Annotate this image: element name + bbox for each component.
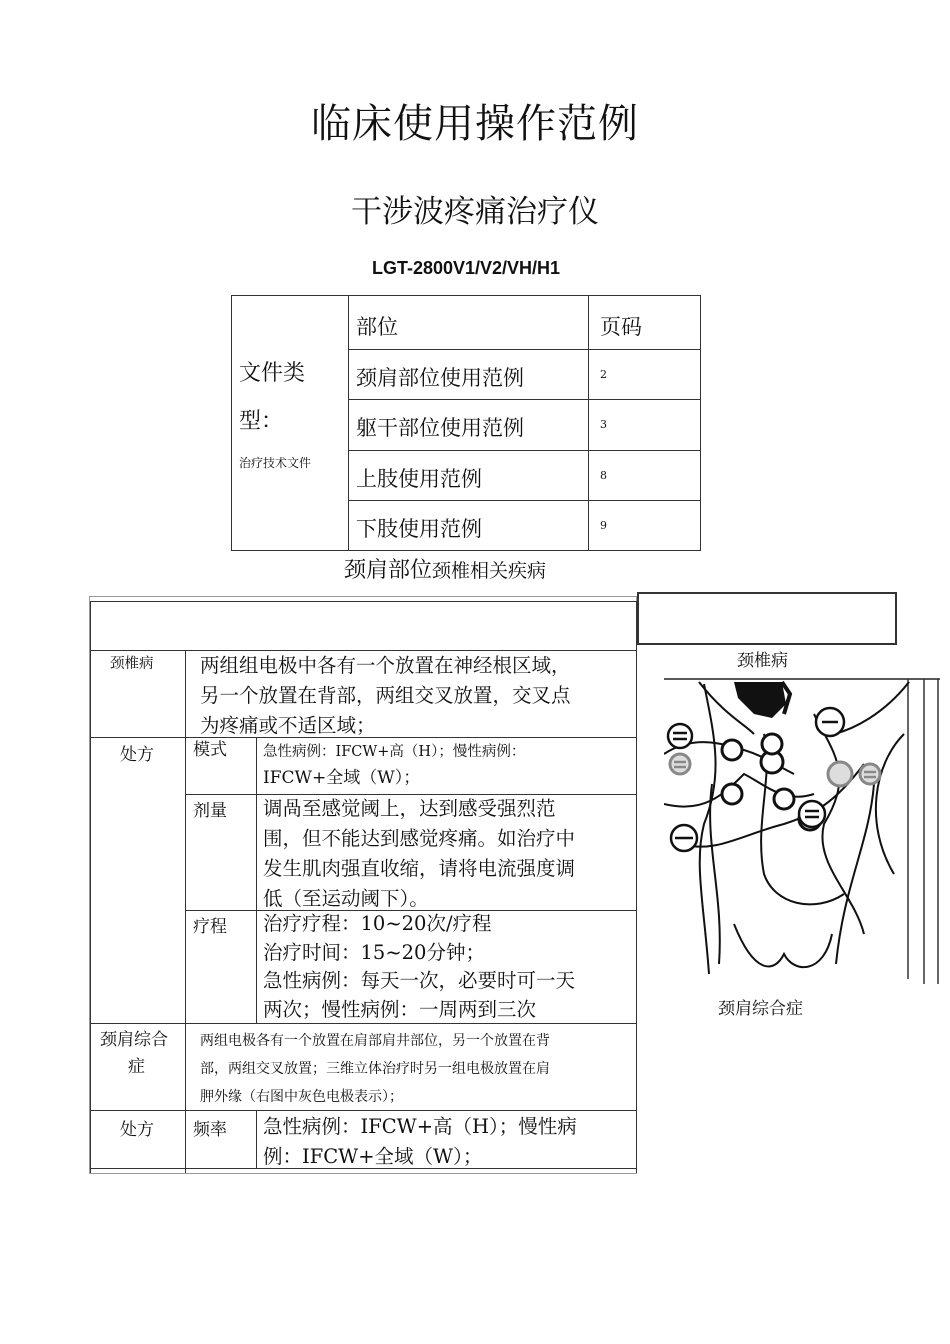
- condition-name: [100, 1027, 168, 1081]
- placement-line: 为疼痛或不适区域；: [200, 714, 376, 737]
- divider: [256, 1110, 257, 1169]
- dose-line: 低（至运动阈下）。: [263, 887, 429, 910]
- course-line: 治疗疗程：10~20次/疗程: [263, 912, 492, 935]
- doc-type-value: 治疗技术文件: [239, 456, 312, 470]
- divider: [348, 500, 700, 501]
- divider: [588, 296, 589, 550]
- mode-value: [263, 737, 525, 793]
- column-header: 页码: [600, 315, 642, 339]
- placement-line: 部，两组交叉放置；三维立体治疗时另一组电极放置在肩: [200, 1061, 550, 1077]
- course-line: 两次；慢性病例：一周两到三次: [263, 997, 537, 1021]
- index-table: [231, 295, 701, 551]
- page-subtitle: 干涉波疼痛治疗仪: [351, 194, 599, 230]
- placement-line: 胛外缘（右图中灰色电极表示）；: [200, 1089, 403, 1105]
- prescription-label: 处方: [120, 745, 154, 765]
- mode-label: 模式: [193, 740, 227, 760]
- dose-label: 剂量: [193, 801, 227, 821]
- electrode-placement-figure: [664, 674, 940, 986]
- divider: [348, 399, 700, 400]
- course-line: 急性病例：每天一次，必要时可一天: [263, 969, 576, 992]
- course-label: 疗程: [193, 917, 227, 937]
- divider: [348, 296, 349, 550]
- treatment-table: [89, 596, 637, 1174]
- placement-desc: [200, 651, 571, 741]
- section-title-sub: 颈椎相关疾病: [432, 560, 547, 582]
- doc-type-label: 型：: [239, 409, 284, 434]
- condition-name: 颈椎病: [110, 656, 154, 672]
- condition-name-line: 颈肩综合: [100, 1030, 168, 1050]
- divider: [348, 349, 700, 350]
- frequency-line: 例：IFCW+全域（W）；: [263, 1145, 483, 1168]
- placement-line: 两组电极各有一个放置在肩部肩井部位，另一个放置在背: [200, 1033, 550, 1049]
- section-title: [0, 553, 890, 584]
- model-number: LGT-2800V1/V2/VH/H1: [371, 258, 561, 278]
- divider: [90, 601, 636, 602]
- index-part: 下肢使用范例: [356, 517, 482, 541]
- dose-line: 围，但不能达到感觉疼痛。如治疗中: [263, 827, 576, 850]
- prescription-label: 处方: [120, 1120, 154, 1140]
- divider: [185, 650, 186, 1173]
- index-page: 9: [600, 519, 607, 532]
- figure-header-box: [637, 592, 897, 645]
- index-page: 8: [600, 469, 607, 482]
- section-title-main: 颈肩部位: [343, 558, 432, 583]
- course-value: [263, 910, 575, 1024]
- dose-line: 调咼至感觉阈上，达到感受强烈范: [263, 797, 556, 820]
- dose-line: 发生肌肉强直收缩，请将电流强度调: [263, 857, 576, 880]
- figure-caption-bottom: 颈肩综合症: [718, 999, 803, 1019]
- placement-desc: [200, 1027, 550, 1111]
- placement-line: 另一个放置在背部，两组交叉放置，交叉点: [200, 684, 571, 707]
- doc-type-label: 文件类: [239, 361, 306, 386]
- column-header: 部位: [356, 315, 398, 339]
- index-part: 躯干部位使用范例: [356, 416, 524, 440]
- mode-line: 急性病例：IFCW+高（H）；慢性病例：: [263, 744, 526, 760]
- divider: [256, 737, 257, 1023]
- frequency-value: [263, 1112, 577, 1172]
- condition-name-line: 症: [128, 1057, 145, 1077]
- mode-line: IFCW+全域（W）；: [263, 768, 421, 788]
- divider: [636, 601, 637, 1173]
- page-title: 临床使用操作范例: [311, 101, 639, 147]
- figure-caption-top: 颈椎病: [737, 651, 788, 671]
- index-part: 上肢使用范例: [356, 467, 482, 491]
- frequency-line: 急性病例：IFCW+高（H）；慢性病: [263, 1115, 577, 1138]
- placement-line: 两组组电极中各有一个放置在神经根区域，: [200, 654, 571, 677]
- dose-value: [263, 794, 575, 914]
- index-page: 3: [600, 418, 607, 431]
- frequency-label: 频率: [193, 1120, 227, 1140]
- index-part: 颈肩部位使用范例: [356, 366, 524, 390]
- index-page: 2: [600, 368, 607, 381]
- divider: [348, 450, 700, 451]
- divider: [90, 601, 91, 1173]
- course-line: 治疗时间：15~20分钟；: [263, 940, 485, 964]
